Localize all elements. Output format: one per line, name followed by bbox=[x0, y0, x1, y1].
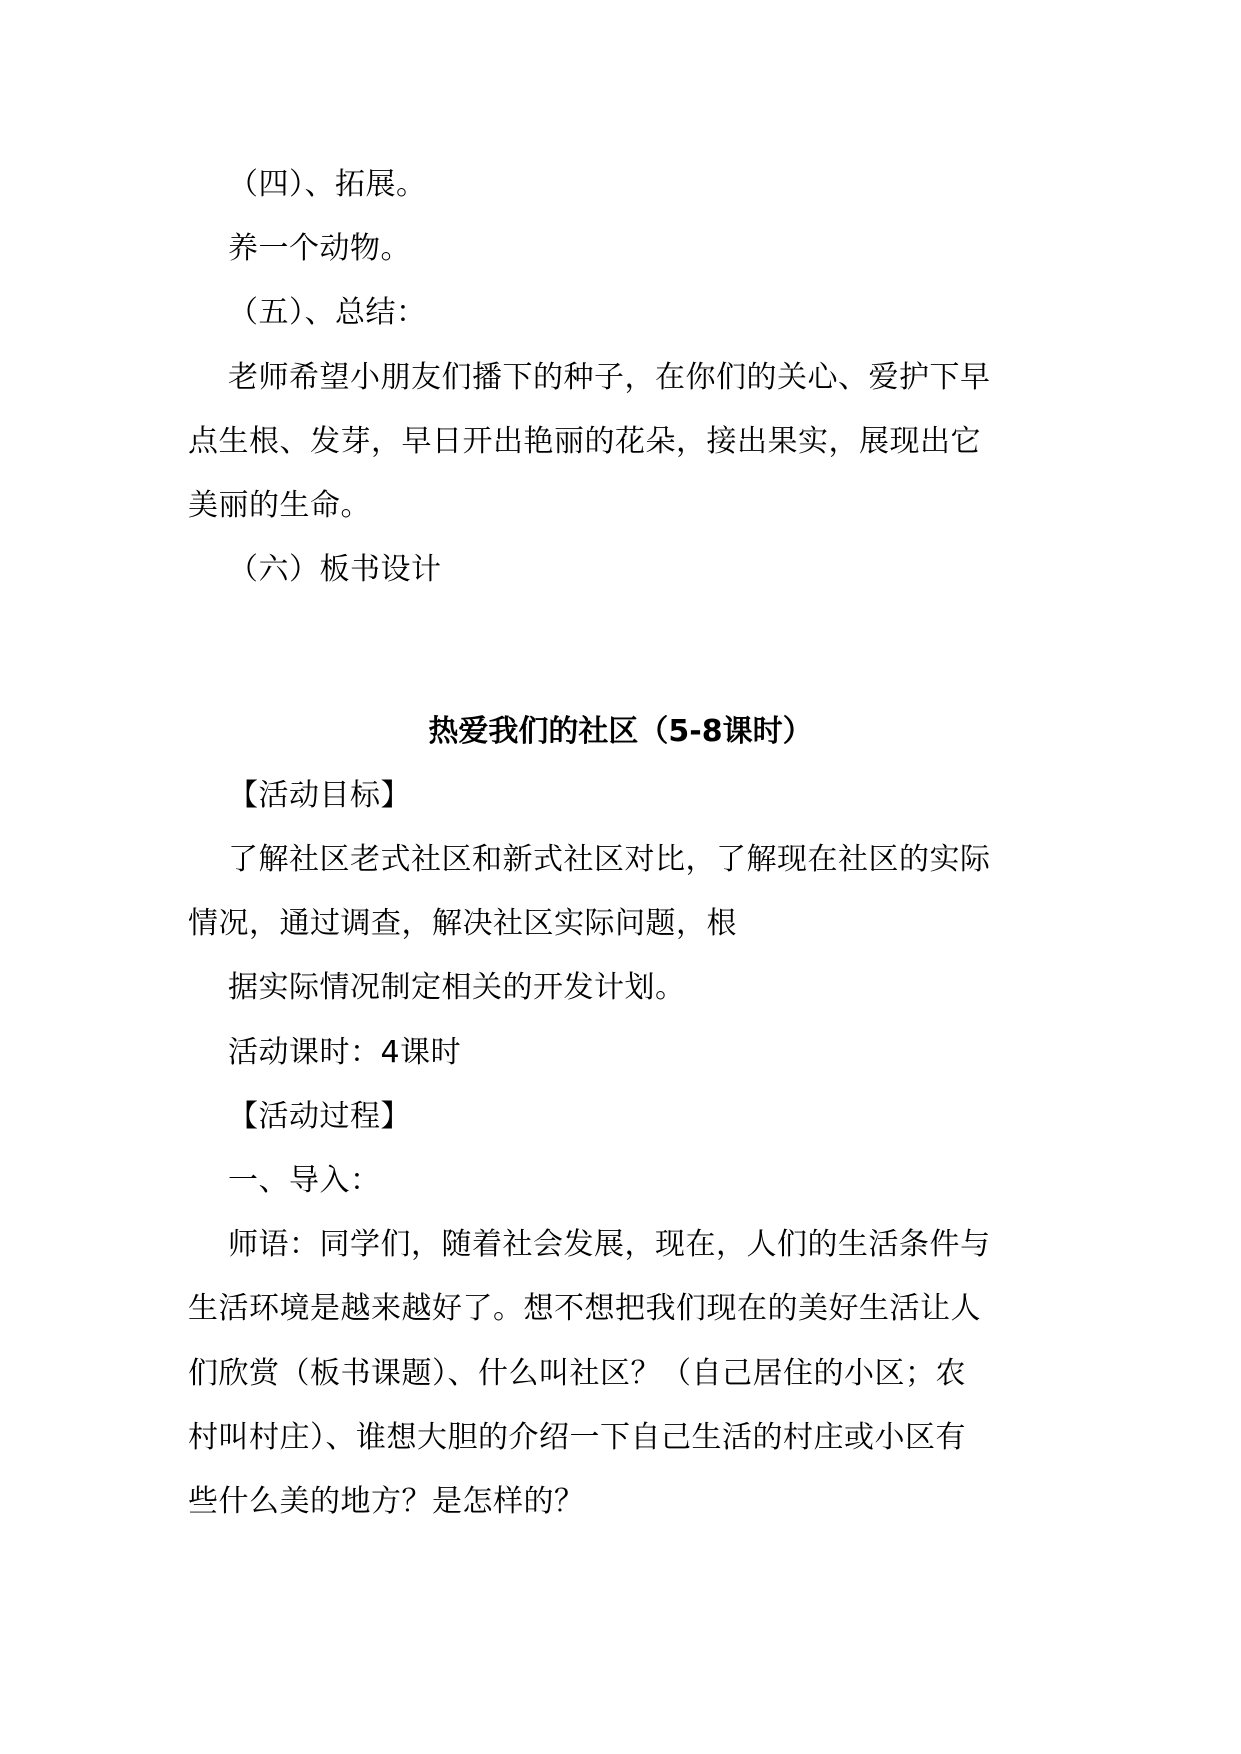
lesson-title: 热爱我们的社区（5-8课时） bbox=[428, 714, 813, 749]
intro-paragraph-line: 村叫村庄）、谁想大胆的介绍一下自己生活的村庄或小区有 bbox=[188, 1420, 966, 1455]
section-4-heading: （四）、拓展。 bbox=[228, 167, 427, 202]
section-5-heading: （五）、总结： bbox=[228, 295, 427, 330]
section-5-paragraph-line: 老师希望小朋友们播下的种子，在你们的关心、爱护下早 bbox=[228, 360, 991, 395]
lesson-hours: 活动课时：4课时 bbox=[228, 1035, 462, 1070]
intro-paragraph-line: 们欣赏（板书课题）、什么叫社区？（自己居住的小区；农 bbox=[188, 1356, 966, 1391]
intro-heading: 一、导入： bbox=[228, 1163, 381, 1198]
process-heading: 【活动过程】 bbox=[228, 1099, 411, 1134]
section-6-heading: （六）板书设计 bbox=[228, 552, 442, 587]
intro-paragraph-line: 师语：同学们，随着社会发展，现在，人们的生活条件与 bbox=[228, 1227, 991, 1262]
intro-paragraph-line: 生活环境是越来越好了。想不想把我们现在的美好生活让人 bbox=[188, 1291, 981, 1326]
goal-paragraph-line: 据实际情况制定相关的开发计划。 bbox=[228, 970, 686, 1005]
goal-paragraph-line: 情况，通过调查，解决社区实际问题，根 bbox=[188, 906, 737, 941]
goal-paragraph-line: 了解社区老式社区和新式社区对比，了解现在社区的实际 bbox=[228, 842, 991, 877]
section-4-text: 养一个动物。 bbox=[228, 231, 411, 266]
section-5-paragraph-line: 点生根、发芽，早日开出艳丽的花朵，接出果实，展现出它 bbox=[188, 424, 981, 459]
section-5-paragraph-line: 美丽的生命。 bbox=[188, 488, 371, 523]
intro-paragraph-line: 些什么美的地方？是怎样的？ bbox=[188, 1484, 585, 1519]
goal-heading: 【活动目标】 bbox=[228, 778, 411, 813]
